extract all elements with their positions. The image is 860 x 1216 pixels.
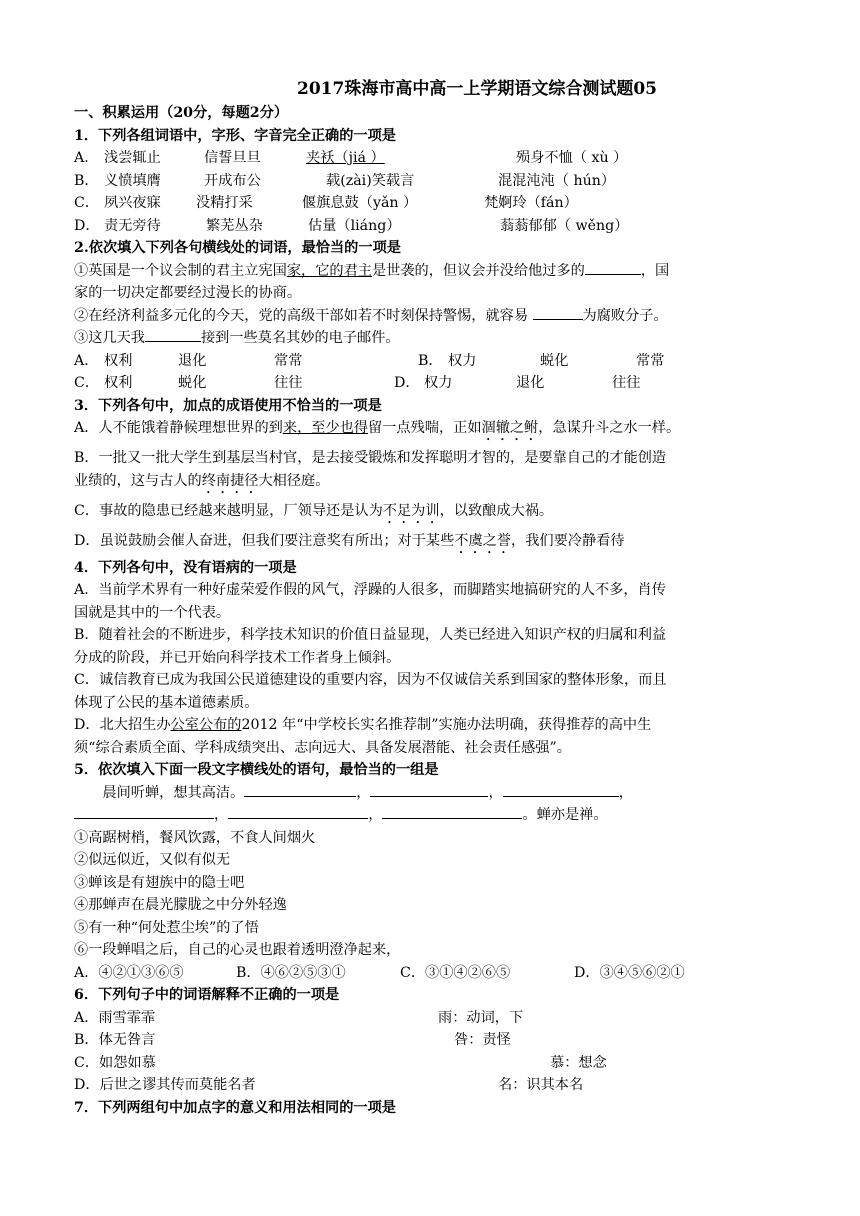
- q3-option-b-cont: 业绩的，这与古人的终南捷径大相径庭。: [74, 472, 330, 489]
- question-7-stem: 7．下列两组句中加点字的意义和用法相同的一项是: [74, 1099, 396, 1116]
- q5-options: A．④②①③⑥⑤ B．④⑥②⑤③① C．③①④②⑥⑤ D．③④⑤⑥②①: [74, 964, 685, 981]
- fill-blank: [74, 804, 214, 819]
- fill-blank: [244, 782, 356, 797]
- q2-sentence-3: ③这几天我 接到一些莫名其妙的电子邮件。: [74, 327, 820, 350]
- q4-option-b: B．随着社会的不断进步，科学技术知识的价值日益显现，人类已经进入知识产权的归属和利益: [74, 627, 667, 643]
- question-5-stem: 5．依次填入下面一段文字横线处的语句，最恰当的一组是: [74, 762, 439, 778]
- section-heading: 一、积累运用（20分，每题2分）: [74, 105, 289, 121]
- fill-blank: [533, 305, 583, 320]
- q6-option-b: B．体无咎言 咎：责怪: [74, 1032, 511, 1048]
- q2-sentence-1-cont: 家的一切决定都要经过漫长的协商。: [74, 285, 302, 301]
- q5-passage-line-1: 晨间听蝉，想其高洁。 ， ， ，: [74, 782, 820, 805]
- q5-item-4: ④那蝉声在晨光朦胧之中分外轻逸: [74, 897, 287, 913]
- q4-option-a: A．当前学术界有一种好虚荣爱作假的风气，浮躁的人很多，而脚踏实地搞研究的人不多，肖传: [74, 582, 666, 598]
- q6-option-d: D．后世之谬其传而莫能名者 名：识其本名: [74, 1077, 584, 1093]
- fill-blank: [503, 782, 619, 797]
- q4-option-d: D．北大招生办公室公布的2012 年“中学校长实名推荐制”实施办法明确，获得推荐的高中生: [74, 717, 652, 733]
- fill-blank: [382, 804, 522, 819]
- question-2-stem: 2.依次填入下列各句横线处的词语，最恰当的一项是: [74, 240, 401, 256]
- q1-option-a: A． 浅尝辄止 信誓旦旦 夹袄（jiá ） 殒身不恤（ xù ）: [74, 150, 628, 166]
- page-title: 2017珠海市高中高一上学期语文综合测试题05: [297, 79, 657, 99]
- q1-option-c: C． 夙兴夜寐 没精打采 偃旗息鼓（yǎn ） 梵婀玲（fán）: [74, 195, 578, 211]
- q4-option-c: C．诚信教育已成为我国公民道德建设的重要内容，因为不仅诚信关系到国家的整体形象，而且: [74, 672, 667, 688]
- q6-option-c: C．如怨如慕 慕：想念: [74, 1054, 607, 1071]
- fill-blank: [145, 327, 201, 342]
- question-3-stem: 3．下列各句中，加点的成语使用不恰当的一项是: [74, 397, 382, 414]
- fill-blank: [228, 804, 368, 819]
- q4-option-b-cont: 分成的阶段，并已开始向科学技术工作者身上倾斜。: [74, 649, 401, 666]
- q5-item-1: ①高踞树梢，餐风饮露，不食人间烟火: [74, 829, 316, 846]
- question-1-stem: 1．下列各组词语中，字形、字音完全正确的一项是: [74, 127, 396, 144]
- q2-options-ab: A． 权利 退化 常常 B． 权力 蜕化 常常: [74, 352, 665, 369]
- q3-option-d: D．虽说鼓励会催人奋进，但我们要注意奖有所出；对于某些不虞之誉，我们要冷静看待: [74, 532, 625, 549]
- q1-option-d: D． 责无旁待 繁芜丛杂 估量（liáng） 蓊蓊郁郁（ wěng）: [74, 217, 629, 234]
- q2-sentence-2: ②在经济利益多元化的今天，党的高级干部如若不时刻保持警惕，就容易 为腐败分子。: [74, 305, 820, 328]
- q4-option-c-cont: 体现了公民的基本道德素质。: [74, 694, 259, 711]
- q5-passage-line-2: ， ， 。蝉亦是禅。: [74, 804, 820, 827]
- q5-item-6: ⑥一段蝉唱之后，自己的心灵也跟着透明澄净起来，: [74, 942, 401, 958]
- q1-option-b: B． 义愤填膺 开成布公 载(zài)笑载言 混混沌沌（ hún）: [74, 172, 616, 189]
- fill-blank: [370, 782, 488, 797]
- q5-item-2: ②似远似近，又似有似无: [74, 852, 231, 868]
- q5-item-5: ⑤有一种“何处惹尘埃”的了悟: [74, 919, 259, 936]
- question-4-stem: 4．下列各句中，没有语病的一项是: [74, 559, 297, 576]
- q3-option-b: B．一批又一批大学生到基层当村官，是去接受锻炼和发挥聪明才智的，是要靠自己的才能创造: [74, 450, 667, 466]
- fill-blank: [585, 260, 641, 275]
- q2-sentence-1: ①英国是一个议会制的君主立宪国家，它的君主是世袭的，但议会并没给他过多的 ，国: [74, 260, 820, 283]
- q2-options-cd: C． 权利 蜕化 往往 D． 权力 退化 往往: [74, 375, 641, 391]
- q5-item-3: ③蝉该是有翅族中的隐士吧: [74, 874, 245, 891]
- question-6-stem: 6．下列句子中的词语解释不正确的一项是: [74, 987, 340, 1003]
- q4-option-d-cont: 须“综合素质全面、学科成绩突出、志向远大、具备发展潜能、社会责任感强”。: [74, 739, 571, 756]
- q6-option-a: A．雨雪霏霏 雨：动词，下: [74, 1009, 524, 1026]
- q4-option-a-cont: 国就是其中的一个代表。: [74, 604, 231, 621]
- q3-option-c: C．事故的隐患已经越来越明显，厂领导还是认为不足为训，以致酿成大祸。: [74, 502, 554, 519]
- q3-option-a: A．人不能饿着静候理想世界的到来，至少也得留一点残喘，正如涸辙之鲋，急谋升斗之水一样。: [74, 420, 681, 436]
